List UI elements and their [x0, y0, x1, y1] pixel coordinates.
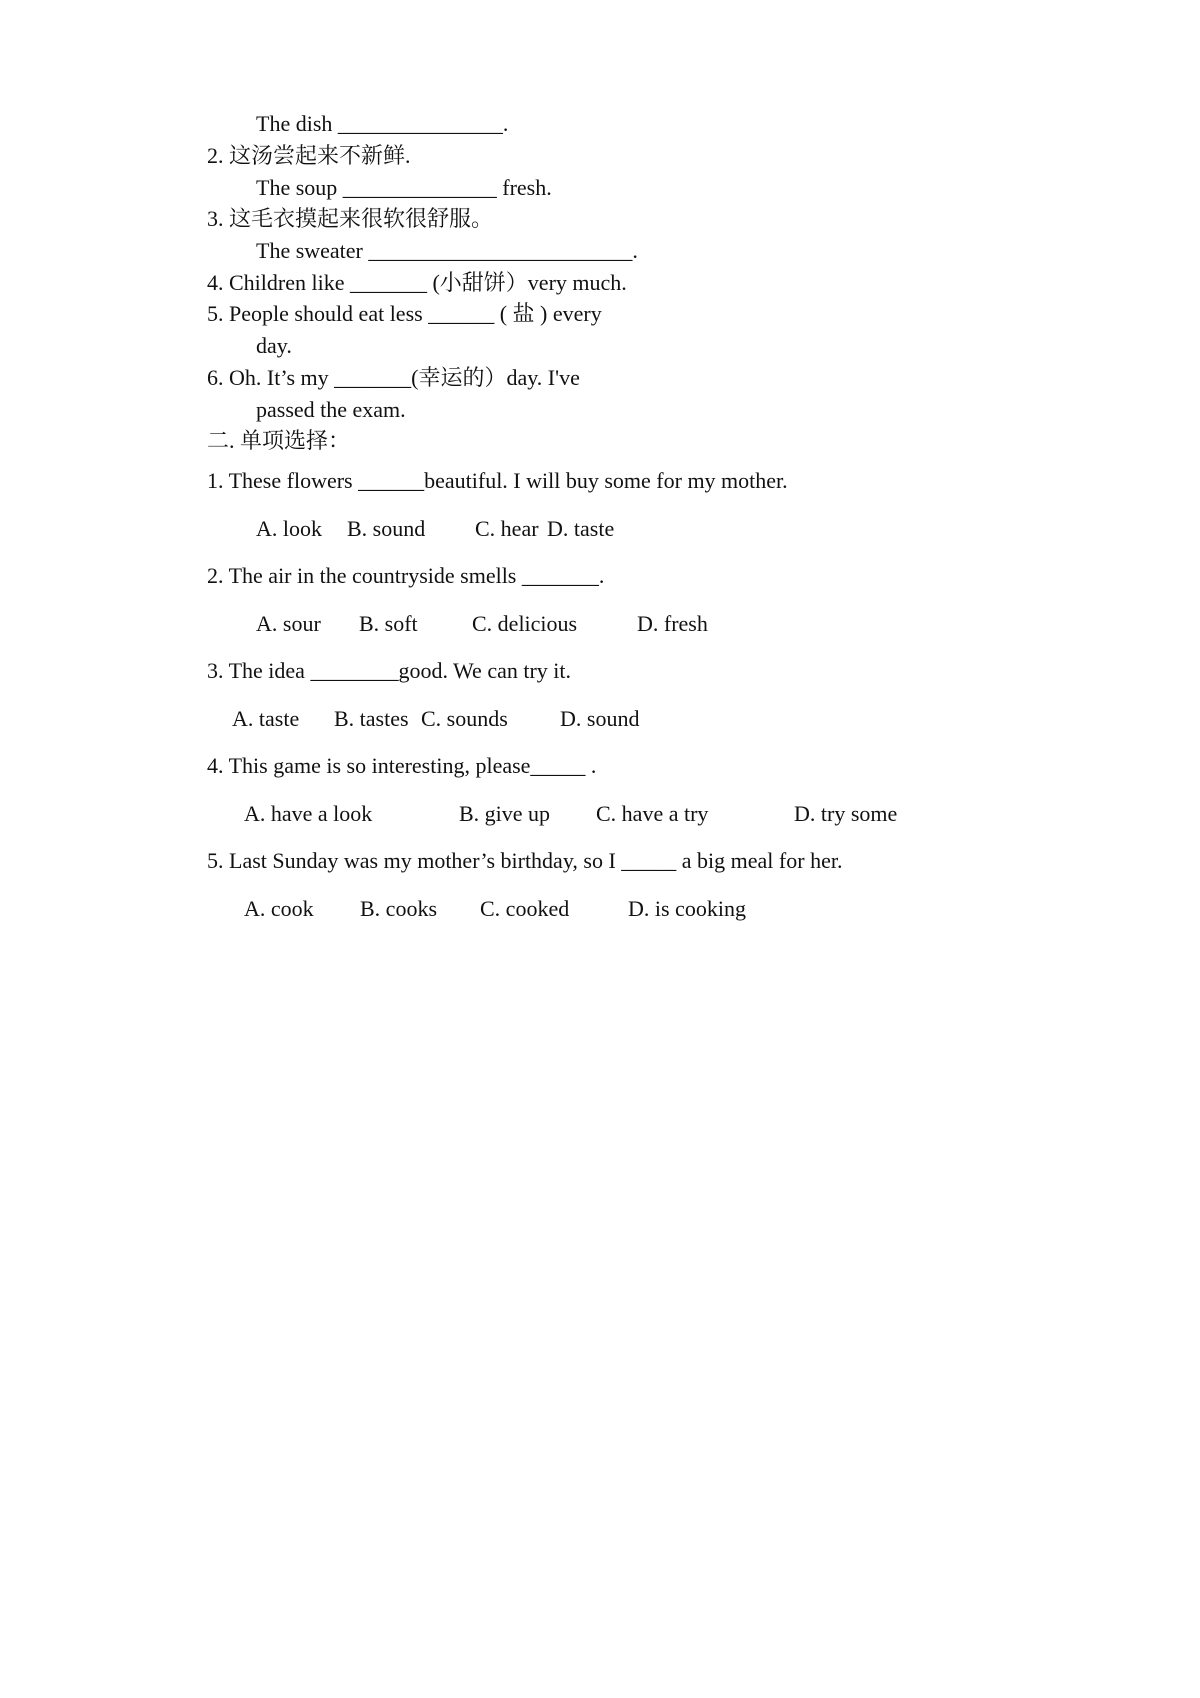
item-6-sentence: 6. Oh. It’s my _______(幸运的）day. I've: [207, 365, 580, 390]
q5-option-a: A. cook: [244, 896, 314, 921]
q4-option-a: A. have a look: [244, 801, 373, 826]
item-4-sentence: 4. Children like _______ (小甜饼）very much.: [207, 270, 627, 295]
item-5-continuation: day.: [256, 333, 292, 358]
q3-option-d: D. sound: [560, 706, 640, 731]
q3-option-a: A. taste: [232, 706, 300, 731]
dish-answer-line: The dish _______________.: [256, 111, 509, 136]
q2-option-c: C. delicious: [472, 611, 578, 636]
q5-option-c: C. cooked: [480, 896, 570, 921]
q1-option-d: D. taste: [547, 516, 615, 541]
item-3-answer-line: The sweater ________________________.: [256, 238, 638, 263]
q1-option-b: B. sound: [347, 516, 426, 541]
q3-option-c: C. sounds: [421, 706, 508, 731]
item-3-prompt: 3. 这毛衣摸起来很软很舒服。: [207, 206, 494, 231]
section-heading: 二. 单项选择：: [207, 428, 351, 453]
q1-option-a: A. look: [256, 516, 322, 541]
question-1: 1. These flowers ______beautiful. I will buy some for my mother.: [207, 468, 788, 493]
item-2-answer-line: The soup ______________ fresh.: [256, 175, 552, 200]
q4-option-b: B. give up: [459, 801, 551, 826]
q2-option-d: D. fresh: [637, 611, 708, 636]
q5-option-b: B. cooks: [360, 896, 437, 921]
item-5-sentence: 5. People should eat less ______ ( 盐 ) every: [207, 301, 602, 326]
question-5: 5. Last Sunday was my mother’s birthday, so I _____ a big meal for her.: [207, 848, 843, 873]
question-4: 4. This game is so interesting, please_____ .: [207, 753, 597, 778]
item-6-continuation: passed the exam.: [256, 397, 406, 422]
q5-option-d: D. is cooking: [628, 896, 746, 921]
q3-option-b: B. tastes: [334, 706, 409, 731]
q1-option-c: C. hear: [475, 516, 539, 541]
q2-option-a: A. sour: [256, 611, 321, 636]
question-3: 3. The idea ________good. We can try it.: [207, 658, 572, 683]
item-2-prompt: 2. 这汤尝起来不新鲜.: [207, 143, 411, 168]
q4-option-c: C. have a try: [596, 801, 709, 826]
q2-option-b: B. soft: [359, 611, 418, 636]
q4-option-d: D. try some: [794, 801, 898, 826]
question-2: 2. The air in the countryside smells _______.: [207, 563, 605, 588]
